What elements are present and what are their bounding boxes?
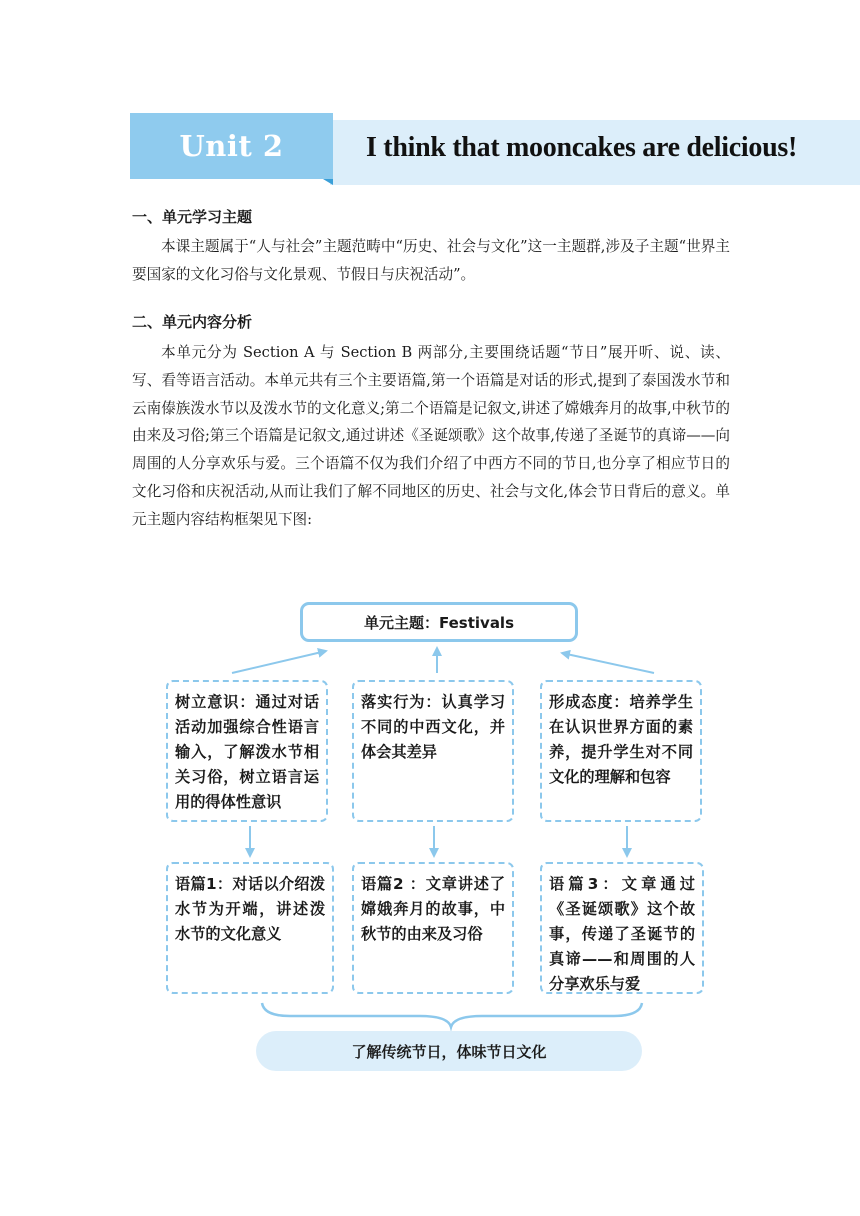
arrow-goal3-to-theme [562,653,654,673]
summary-pill: 了解传统节日，体味节日文化 [256,1031,642,1071]
section1-paragraph: 本课主题属于“人与社会”主题范畴中“历史、社会与文化”这一主题群,涉及子主题“世界主要国家的文化习俗与文化景观、节假日与庆祝活动”。 [132,238,730,283]
goal-action-box: 落实行为：认真学习不同的中西文化，并体会其差异 [352,680,514,822]
text3-box: 语篇3：文章通过《圣诞颂歌》这个故事，传递了圣诞节的真谛——和周围的人分享欢乐与爱 [540,862,704,994]
summary-brace [262,1003,642,1027]
unit-label: Unit 2 [179,129,284,163]
unit-title: I think that mooncakes are delicious! [366,132,797,163]
section1-heading: 一、单元学习主题 [132,208,253,226]
goal-awareness-box: 树立意识：通过对话活动加强综合性语言输入，了解泼水节相关习俗，树立语言运用的得体性意识 [166,680,328,822]
section2-paragraph: 本单元分为 Section A 与 Section B 两部分,主要围绕话题“节日”展开听、说、读、写、看等语言活动。本单元共有三个主要语篇,第一个语篇是对话的形式,提到了泰国泼水节和云南傣族泼水节以及泼水节的文化意义;第二个语篇是记叙文,讲述了嫦娥奔月的故事,中秋节的由来及习俗;第三个语篇是记叙文,通过讲述《圣诞颂歌》这个故事,传递了圣诞节的真谛——向周围的人分享欢乐与爱。三个语篇不仅为我们介绍了中西方不同的节日,也分享了相应节日的文化习俗和庆祝活动,从而让我们了解不同地区的历史、社会与文化,体会节日背后的意义。单元主题内容结构框架见下图: [132,344,730,528]
goal-attitude-box: 形成态度：培养学生在认识世界方面的素养，提升学生对不同文化的理解和包容 [540,680,702,822]
text1-box: 语篇1：对话以介绍泼水节为开端，讲述泼水节的文化意义 [166,862,334,994]
section2-heading: 二、单元内容分析 [132,313,253,331]
text2-box: 语篇2 ：文章讲述了嫦娥奔月的故事，中秋节的由来及习俗 [352,862,514,994]
unit-theme-box: 单元主题：Festivals [300,602,578,642]
arrow-goal1-to-theme [232,651,326,673]
